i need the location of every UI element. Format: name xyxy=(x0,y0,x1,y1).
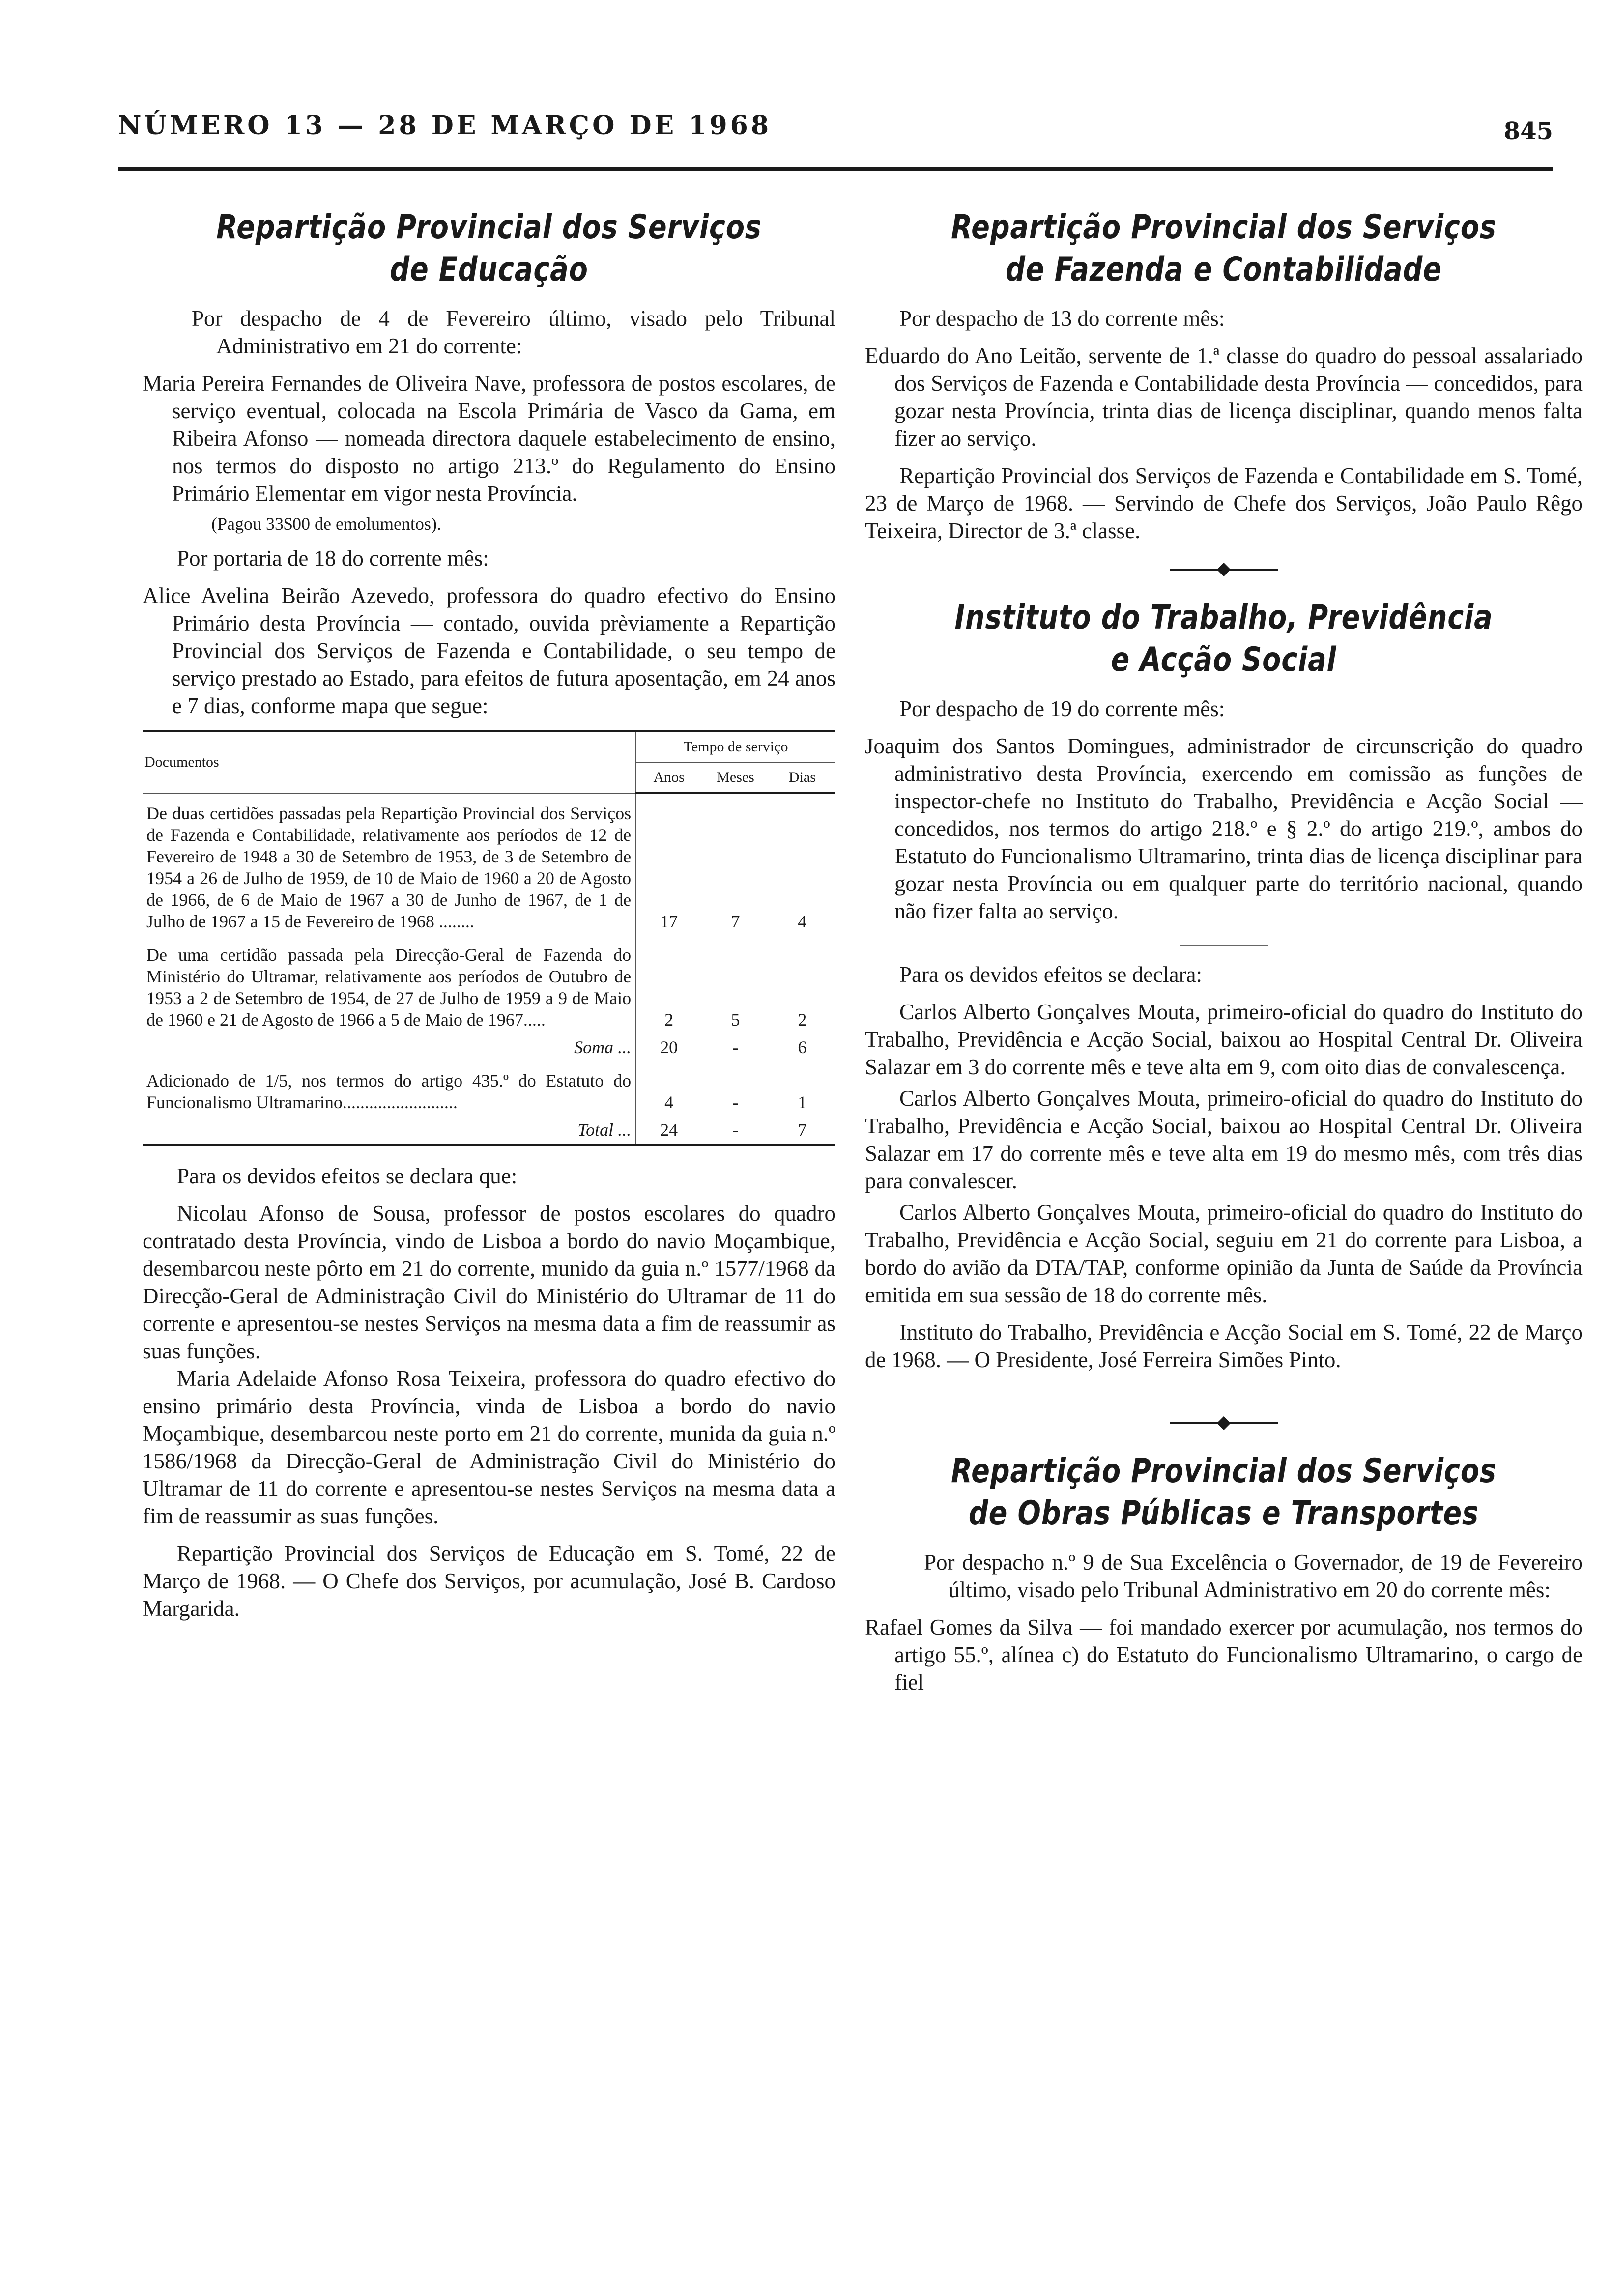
instituto-title-line1: Instituto do Trabalho, Previdência xyxy=(954,598,1493,637)
column-header-years: Anos xyxy=(635,762,702,793)
issue-date-header: NÚMERO 13 — 28 DE MARÇO DE 1968 xyxy=(118,111,772,141)
short-rule xyxy=(1180,945,1268,946)
instituto-dispatch-intro: Por despacho de 19 do corrente mês: xyxy=(899,696,1225,721)
right-column xyxy=(865,206,1583,1696)
table-row-total xyxy=(143,1116,835,1145)
column-header-months: Meses xyxy=(702,762,769,793)
instituto-declaration-intro: Para os devidos efeitos se declara: xyxy=(899,962,1203,987)
service-time-notice: Alice Avelina Beirão Azevedo, professora do quadro efectivo do Ensino Primário desta Província — contado, ouvida prèviamente a Repartição Provincial dos Serviços de Fazenda e Contabilidade, o seu tempo de serviço prestado ao Estado, para efeitos de futura aposentação, em 24 anos e 7 dias, conforme mapa que segue: xyxy=(143,583,835,718)
row-days: 7 xyxy=(798,1119,807,1140)
education-dispatch-intro: Por despacho de 4 de Fevereiro último, visado pelo Tribunal Administrativo em 21 do corrente: xyxy=(192,306,835,358)
obras-dispatch-intro: Por despacho n.º 9 de Sua Excelência o Governador, de 19 de Fevereiro último, visado pelo Tribunal Administrativo em 20 do corrente mês: xyxy=(924,1550,1583,1602)
row-years: 4 xyxy=(635,1061,702,1116)
education-title xyxy=(205,206,773,291)
declaration-teixeira: Maria Adelaide Afonso Rosa Teixeira, professora do quadro efectivo do ensino primário desta Província, vinda de Lisboa a bordo do navio Moçambique, desembarcou neste porto em 21 do corrente, munida da guia n.º 1586/1968 da Direcção-Geral de Administração Civil do Ministério do Ultramar de 11 do corrente e apresentou-se nestes Serviços na mesma data a fim de reassumir as suas funções. xyxy=(143,1366,835,1528)
row-months: - xyxy=(702,1116,769,1145)
obras-title-line1: Repartição Provincial dos Serviços xyxy=(951,1452,1497,1491)
fee-note: (Pagou 33$00 de emolumentos). xyxy=(211,514,441,534)
row-document: Adicionado de 1/5, nos termos do artigo 435.º do Estatuto do Funcionalismo Ultramarino.......................... xyxy=(143,1061,635,1116)
declaration-intro: Para os devidos efeitos se declara que: xyxy=(177,1163,518,1188)
row-days: 4 xyxy=(798,911,807,931)
fazenda-title xyxy=(929,206,1518,291)
fazenda-dispatch-intro: Por despacho de 13 do corrente mês: xyxy=(899,306,1225,331)
education-appointment: Maria Pereira Fernandes de Oliveira Nave, professora de postos escolares, de serviço eventual, colocada na Escola Primária de Vasco da Gama, em Ribeira Afonso — nomeada directora daquele estabelecimento de ensino, nos termos do disposto no artigo 213.º do Regulamento do Ensino Primário Elementar em vigor nesta Província. xyxy=(143,371,835,506)
page-number: 845 xyxy=(1503,117,1553,145)
table-row-sum xyxy=(143,1033,835,1061)
instituto-title xyxy=(929,597,1518,681)
row-days: 2 xyxy=(798,1009,807,1030)
row-months: 5 xyxy=(702,935,769,1033)
table-row xyxy=(143,935,835,1033)
header-rule xyxy=(118,167,1553,171)
declaration-sousa: Nicolau Afonso de Sousa, professor de postos escolares do quadro contratado desta Província, vindo de Lisboa a bordo do navio Moçambique, desembarcou neste pôrto em 21 do corrente, munido da guia n.º 1577/1968 da Direcção-Geral de Administração Civil do Ministério do Ultramar de 11 do corrente e apresentou-se nestes Serviços na mesma data a fim de reassumir as suas funções. xyxy=(143,1201,835,1363)
table-row xyxy=(143,1061,835,1116)
instituto-leave-grant: Joaquim dos Santos Domingues, administrador de circunscrição do quadro administrativo desta Província, exercendo em comissão as funções de inspector-chefe no Instituto do Trabalho, Previdência e Acção Social — concedidos, nos termos do artigo 218.º e § 2.º do artigo 219.º, ambos do Estatuto do Funcionalismo Ultramarino, trinta dias de licença disciplinar para gozar nesta Província ou em qualquer parte do território nacional, quando não fizer falta ao serviço. xyxy=(865,734,1583,923)
row-document: De duas certidões passadas pela Repartição Provincial dos Serviços de Fazenda e Contabilidade, relativamente aos períodos de 12 de Fevereiro de 1948 a 30 de Setembro de 1953, de 3 de Setembro de 1954 a 26 de Julho de 1959, de 10 de Maio de 1960 a 20 de Agosto de 1966, de 6 de Maio de 1967 a 30 de Junho de 1967, de 1 de Julho de 1967 a 15 de Fevereiro de 1968 ........ xyxy=(143,793,635,935)
instituto-closing: Instituto do Trabalho, Previdência e Acção Social em S. Tomé, 22 de Março de 1968. — O Presidente, José Ferreira Simões Pinto. xyxy=(865,1320,1583,1372)
row-years: 17 xyxy=(635,793,702,935)
portaria-intro: Por portaria de 18 do corrente mês: xyxy=(177,546,489,571)
row-months: - xyxy=(702,1033,769,1061)
row-label-sum: Soma ... xyxy=(143,1033,635,1061)
instituto-title-line2: e Acção Social xyxy=(1111,640,1337,679)
education-title-line2: de Educação xyxy=(390,250,588,289)
instituto-declaration-3: Carlos Alberto Gonçalves Mouta, primeiro-oficial do quadro do Instituto do Trabalho, Previdência e Acção Social, seguiu em 21 do corrente para Lisboa, a bordo do avião da DTA/TAP, conforme opinião da Junta de Saúde da Província emitida em sua sessão de 18 do corrente mês. xyxy=(865,1200,1583,1307)
fazenda-closing: Repartição Provincial dos Serviços de Fazenda e Contabilidade em S. Tomé, 23 de Março de 1968. — Servindo de Chefe dos Serviços, João Paulo Rêgo Teixeira, Director de 3.ª classe. xyxy=(865,463,1583,543)
table-row xyxy=(143,793,835,935)
column-header-documents: Documentos xyxy=(143,731,635,793)
fazenda-section xyxy=(865,206,1583,545)
section-divider xyxy=(865,1413,1583,1433)
education-title-line1: Repartição Provincial dos Serviços xyxy=(216,208,762,247)
education-section xyxy=(143,206,835,719)
section-divider xyxy=(865,559,1583,579)
fazenda-leave-grant: Eduardo do Ano Leitão, servente de 1.ª classe do quadro do pessoal assalariado dos Serviços de Fazenda e Contabilidade desta Província — concedidos, para gozar nesta Província, trinta dias de licença disciplinar, quando menos falta fizer ao serviço. xyxy=(865,344,1583,451)
row-years: 2 xyxy=(635,935,702,1033)
row-document: De uma certidão passada pela Direcção-Geral de Fazenda do Ministério do Ultramar, relativamente aos períodos de Outubro de 1953 a 2 de Setembro de 1954, de 27 de Julho de 1959 a 9 de Maio de 1960 e 21 de Agosto de 1966 a 5 de Maio de 1967..... xyxy=(143,935,635,1033)
row-years: 20 xyxy=(635,1033,702,1061)
education-declarations xyxy=(143,1162,835,1622)
column-header-service-time: Tempo de serviço xyxy=(635,731,835,762)
fazenda-title-line1: Repartição Provincial dos Serviços xyxy=(951,208,1497,247)
column-header-days: Dias xyxy=(769,762,835,793)
page-header xyxy=(118,111,1553,155)
row-months: - xyxy=(702,1061,769,1116)
instituto-declaration-2: Carlos Alberto Gonçalves Mouta, primeiro-oficial do quadro do Instituto do Trabalho, Previdência e Acção Social, baixou ao Hospital Central Dr. Oliveira Salazar em 17 do corrente mês e teve alta em 19 do mesmo mês, com três dias para convalescer. xyxy=(865,1086,1583,1193)
obras-appointment: Rafael Gomes da Silva — foi mandado exercer por acumulação, nos termos do artigo 55.º, alínea c) do Estatuto do Funcionalismo Ultramarino, o cargo de fiel xyxy=(865,1615,1583,1694)
row-days: 1 xyxy=(798,1092,807,1112)
instituto-section xyxy=(865,597,1583,1374)
obras-section xyxy=(865,1450,1583,1696)
row-years: 24 xyxy=(635,1116,702,1145)
row-months: 7 xyxy=(702,793,769,935)
fazenda-title-line2: de Fazenda e Contabilidade xyxy=(1006,250,1442,289)
instituto-declaration-1: Carlos Alberto Gonçalves Mouta, primeiro-oficial do quadro do Instituto do Trabalho, Previdência e Acção Social, baixou ao Hospital Central Dr. Oliveira Salazar em 3 do corrente mês e teve alta em 9, com oito dias de convalescença. xyxy=(865,1000,1583,1079)
education-closing: Repartição Provincial dos Serviços de Educação em S. Tomé, 22 de Março de 1968. — O Chefe dos Serviços, por acumulação, José B. Cardoso Margarida. xyxy=(143,1541,835,1621)
row-label-total: Total ... xyxy=(143,1116,635,1145)
row-days: 6 xyxy=(798,1037,807,1057)
obras-title-line2: de Obras Públicas e Transportes xyxy=(968,1494,1479,1533)
left-column xyxy=(143,206,835,1622)
obras-title xyxy=(929,1450,1518,1535)
service-time-table xyxy=(143,730,835,1146)
